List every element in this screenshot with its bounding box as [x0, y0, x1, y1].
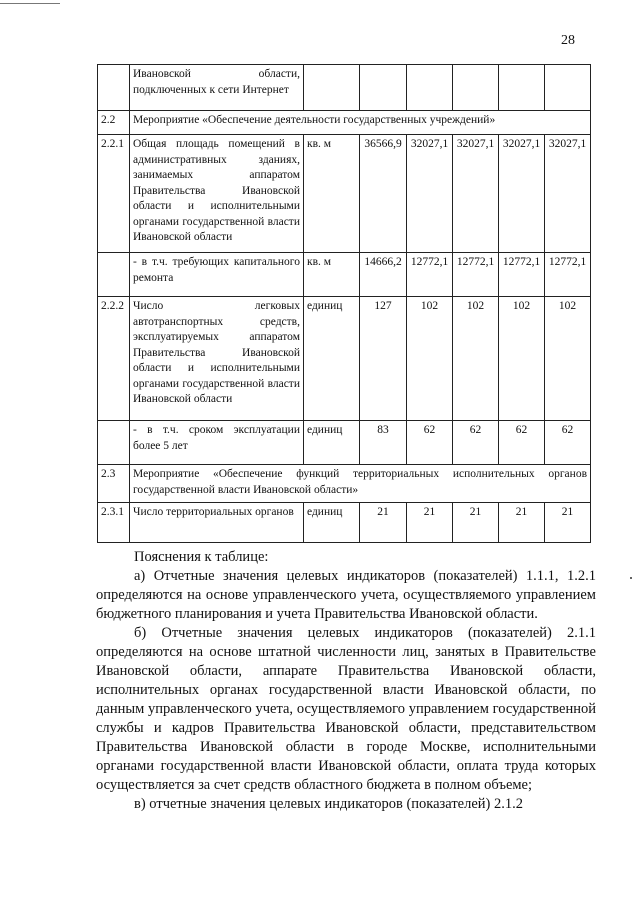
- value-cell: 12772,1: [407, 253, 453, 297]
- indicators-table: [97, 64, 591, 543]
- top-margin-line: [0, 3, 60, 4]
- value-cell: [360, 65, 407, 111]
- value-cell: 12772,1: [545, 253, 591, 297]
- unit-cell: единиц: [304, 503, 360, 543]
- value-cell: 62: [545, 421, 591, 465]
- value-cell: 12772,1: [499, 253, 545, 297]
- indicator-name: Общая площадь помещений в административных зданиях, занимаемых аппаратом Правительства Ивановской области и исполнительными органами государственной власти Ивановской области: [130, 135, 304, 253]
- value-cell: 14666,2: [360, 253, 407, 297]
- value-cell: [407, 65, 453, 111]
- value-cell: 21: [453, 503, 499, 543]
- value-cell: 21: [407, 503, 453, 543]
- section-title: Мероприятие «Обеспечение функций территориальных исполнительных органов государственной власти Ивановской области»: [130, 465, 591, 503]
- unit-cell: [304, 65, 360, 111]
- page-number: 28: [561, 33, 575, 48]
- table-row: [98, 421, 591, 465]
- value-cell: 21: [499, 503, 545, 543]
- value-cell: [499, 65, 545, 111]
- indicator-name: Ивановской области, подключенных к сети Интернет: [130, 65, 304, 111]
- value-cell: 21: [360, 503, 407, 543]
- value-cell: 32027,1: [407, 135, 453, 253]
- row-number: 2.2: [98, 111, 130, 135]
- value-cell: 102: [499, 297, 545, 421]
- value-cell: 62: [499, 421, 545, 465]
- scan-speck: [630, 577, 632, 579]
- unit-cell: кв. м: [304, 135, 360, 253]
- row-number: 2.2.2: [98, 297, 130, 421]
- value-cell: 62: [453, 421, 499, 465]
- table-row: [98, 297, 591, 421]
- note-c: в) отчетные значения целевых индикаторов (показателей) 2.1.2: [134, 796, 523, 812]
- value-cell: 32027,1: [499, 135, 545, 253]
- unit-cell: единиц: [304, 297, 360, 421]
- section-row: [98, 111, 591, 135]
- value-cell: 36566,9: [360, 135, 407, 253]
- value-cell: 102: [545, 297, 591, 421]
- value-cell: 32027,1: [453, 135, 499, 253]
- table-row: [98, 135, 591, 253]
- row-number: [98, 65, 130, 111]
- unit-cell: кв. м: [304, 253, 360, 297]
- value-cell: [453, 65, 499, 111]
- unit-cell: единиц: [304, 421, 360, 465]
- value-cell: 102: [453, 297, 499, 421]
- section-title: Мероприятие «Обеспечение деятельности государственных учреждений»: [130, 111, 591, 135]
- value-cell: 83: [360, 421, 407, 465]
- value-cell: 12772,1: [453, 253, 499, 297]
- indicator-name: - в т.ч. требующих капитального ремонта: [130, 253, 304, 297]
- table-row: [98, 65, 591, 111]
- notes-heading: Пояснения к таблице:: [134, 549, 269, 565]
- value-cell: 21: [545, 503, 591, 543]
- indicator-name: - в т.ч. сроком эксплуатации более 5 лет: [130, 421, 304, 465]
- table-row: [98, 503, 591, 543]
- table-row: [98, 253, 591, 297]
- value-cell: 32027,1: [545, 135, 591, 253]
- indicator-name: Число территориальных органов: [130, 503, 304, 543]
- table-notes: [96, 548, 596, 814]
- row-number: 2.3: [98, 465, 130, 503]
- row-number: 2.3.1: [98, 503, 130, 543]
- value-cell: 102: [407, 297, 453, 421]
- row-number: [98, 253, 130, 297]
- row-number: [98, 421, 130, 465]
- note-b: б) Отчетные значения целевых индикаторов (показателей) 2.1.1 определяются на основе штатной численности лиц, занятых в Правительстве Ивановской области, аппарате Правительства Ивановской области, исполнительных органах государственной власти Ивановской области, по данным управленческого учета, осуществляемого управлением государственной службы и кадров Правительства Ивановской области, представительством Правительства Ивановской области в городе Москве, исполнительными органами государственной власти Ивановской области, оплата труда которых осуществляется за счет средств областного бюджета в полном объеме;: [96, 625, 596, 793]
- value-cell: [545, 65, 591, 111]
- indicator-name: Число легковых автотранспортных средств, эксплуатируемых аппаратом Правительства Ивановской области и исполнительными органами государственной власти Ивановской области: [130, 297, 304, 421]
- value-cell: 127: [360, 297, 407, 421]
- value-cell: 62: [407, 421, 453, 465]
- note-a: а) Отчетные значения целевых индикаторов (показателей) 1.1.1, 1.2.1 определяются на основе управленческого учета, осуществляемого управлением бюджетного планирования и учета Правительства Ивановской области.: [96, 568, 596, 622]
- row-number: 2.2.1: [98, 135, 130, 253]
- section-row: [98, 465, 591, 503]
